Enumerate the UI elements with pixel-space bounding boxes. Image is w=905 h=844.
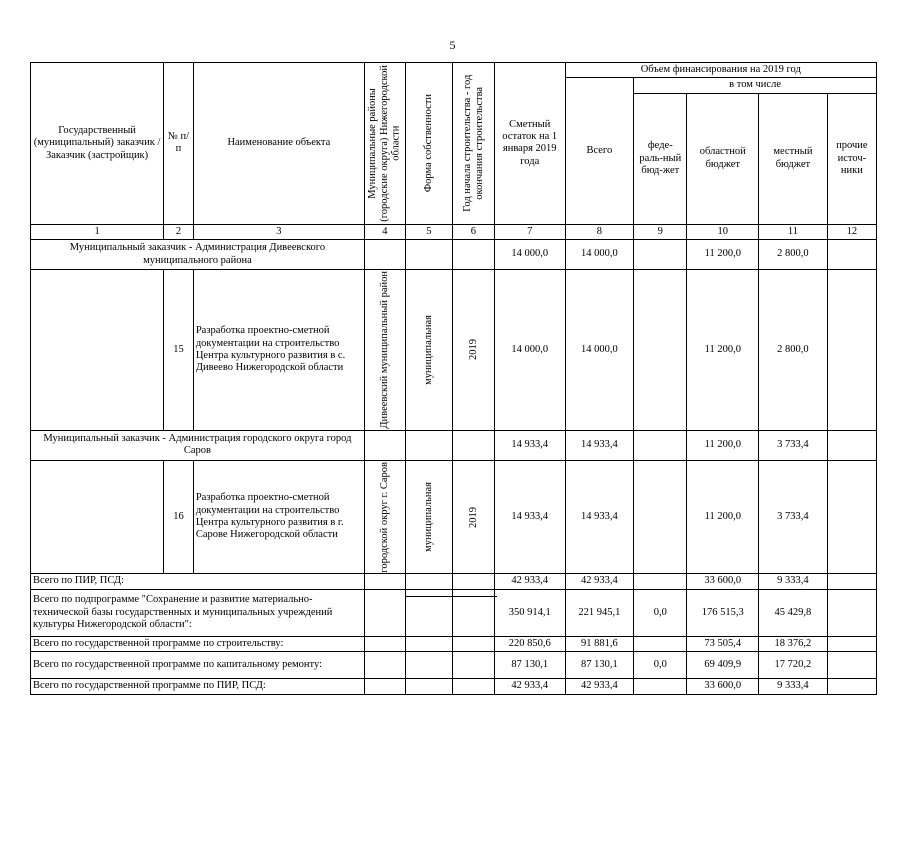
federal-value xyxy=(634,574,687,589)
customer-row xyxy=(31,430,877,460)
regional-value: 11 200,0 xyxy=(687,270,759,431)
local-value: 9 333,4 xyxy=(759,679,828,694)
local-value: 3 733,4 xyxy=(759,460,828,574)
estimated-balance-value: 42 933,4 xyxy=(494,679,565,694)
object-row xyxy=(31,270,877,431)
regional-value: 33 600,0 xyxy=(687,679,759,694)
header-local: местный бюджет xyxy=(759,93,828,224)
summary-label: Всего по ПИР, ПСД: xyxy=(31,574,365,589)
federal-value xyxy=(634,636,687,651)
column-index: 4 xyxy=(364,224,405,239)
summary-label: Всего по государственной программе по ПИР, ПСД: xyxy=(31,679,365,694)
local-value: 2 800,0 xyxy=(759,240,828,270)
summary-label: Всего по государственной программе по капитальному ремонту: xyxy=(31,652,365,679)
total-value: 14 933,4 xyxy=(565,460,634,574)
object-ownership-cell xyxy=(405,460,452,574)
estimated-balance-value: 14 000,0 xyxy=(494,270,565,431)
federal-value xyxy=(634,430,687,460)
regional-value: 73 505,4 xyxy=(687,636,759,651)
other-value xyxy=(827,430,876,460)
regional-value: 33 600,0 xyxy=(687,574,759,589)
customer-row xyxy=(31,240,877,270)
column-index: 2 xyxy=(164,224,194,239)
summary-label: Всего по подпрограмме "Сохранение и развитие материально-технической базы государственных и муниципальных учреждений культуры Нижегородской области": xyxy=(31,589,365,636)
estimated-balance-value: 220 850,6 xyxy=(494,636,565,651)
header-object-name: Наименование объекта xyxy=(193,63,364,225)
header-districts-cell xyxy=(364,63,405,225)
header-regional: областной бюджет xyxy=(687,93,759,224)
estimated-balance-value: 14 000,0 xyxy=(494,240,565,270)
local-value: 45 429,8 xyxy=(759,589,828,636)
column-index: 3 xyxy=(193,224,364,239)
estimated-balance-value: 14 933,4 xyxy=(494,430,565,460)
total-value: 14 000,0 xyxy=(565,270,634,431)
column-index: 8 xyxy=(565,224,634,239)
object-district: Дивеевский муниципальный район xyxy=(378,271,390,429)
object-district-cell xyxy=(364,460,405,574)
local-value: 17 720,2 xyxy=(759,652,828,679)
header-districts: Муниципальные районы (городские округа) Нижегородской области xyxy=(367,65,402,222)
regional-value: 69 409,9 xyxy=(687,652,759,679)
other-value xyxy=(827,270,876,431)
header-num: № п/п xyxy=(164,63,194,225)
object-name: Разработка проектно-сметной документации на строительство Центра культурного развития в г. Сарове Нижегородской области xyxy=(193,460,364,574)
local-value: 18 376,2 xyxy=(759,636,828,651)
total-value: 42 933,4 xyxy=(565,679,634,694)
column-index: 10 xyxy=(687,224,759,239)
object-number: 15 xyxy=(164,270,194,431)
header-total: Всего xyxy=(565,78,634,224)
federal-value xyxy=(634,679,687,694)
total-value: 14 000,0 xyxy=(565,240,634,270)
header-other: прочие источ-ники xyxy=(827,93,876,224)
column-index: 6 xyxy=(452,224,494,239)
other-value xyxy=(827,574,876,589)
total-value: 91 881,6 xyxy=(565,636,634,651)
federal-value: 0,0 xyxy=(634,652,687,679)
estimated-balance-value: 87 130,1 xyxy=(494,652,565,679)
header-funding-volume: Объем финансирования на 2019 год xyxy=(565,63,876,78)
total-value: 221 945,1 xyxy=(565,589,634,636)
other-value xyxy=(827,460,876,574)
header-ownership: Форма собственности xyxy=(422,94,434,193)
header-estimated-balance: Сметный остаток на 1 января 2019 года xyxy=(494,63,565,225)
object-ownership: муниципальная xyxy=(422,482,434,553)
object-district-cell xyxy=(364,270,405,431)
estimated-balance-value: 350 914,1 xyxy=(494,589,565,636)
summary-row xyxy=(31,652,877,679)
regional-value: 176 515,3 xyxy=(687,589,759,636)
total-value: 14 933,4 xyxy=(565,430,634,460)
column-index: 11 xyxy=(759,224,828,239)
object-year: 2019 xyxy=(467,339,479,361)
local-value: 9 333,4 xyxy=(759,574,828,589)
object-ownership: муниципальная xyxy=(422,314,434,385)
header-customer: Государственный (муниципальный) заказчик / Заказчик (застройщик) xyxy=(31,63,164,225)
federal-value: 0,0 xyxy=(634,589,687,636)
other-value xyxy=(827,589,876,636)
federal-value xyxy=(634,240,687,270)
column-index: 7 xyxy=(494,224,565,239)
total-value: 87 130,1 xyxy=(565,652,634,679)
column-index: 5 xyxy=(405,224,452,239)
column-index: 9 xyxy=(634,224,687,239)
estimated-balance-value: 42 933,4 xyxy=(494,574,565,589)
other-value xyxy=(827,240,876,270)
object-number: 16 xyxy=(164,460,194,574)
regional-value: 11 200,0 xyxy=(687,240,759,270)
local-value: 2 800,0 xyxy=(759,270,828,431)
header-ownership-cell xyxy=(405,63,452,225)
total-value: 42 933,4 xyxy=(565,574,634,589)
federal-value xyxy=(634,460,687,574)
header-including: в том числе xyxy=(634,78,877,93)
object-year: 2019 xyxy=(467,506,479,528)
regional-value: 11 200,0 xyxy=(687,430,759,460)
header-federal: феде-раль-ный бюд-жет xyxy=(634,93,687,224)
summary-row xyxy=(31,679,877,694)
object-year-cell xyxy=(452,460,494,574)
regional-value: 11 200,0 xyxy=(687,460,759,574)
header-years-cell xyxy=(452,63,494,225)
local-value: 3 733,4 xyxy=(759,430,828,460)
column-index: 12 xyxy=(827,224,876,239)
other-value xyxy=(827,652,876,679)
customer-label: Муниципальный заказчик - Администрация городского округа город Саров xyxy=(31,430,365,460)
other-value xyxy=(827,636,876,651)
summary-row xyxy=(31,636,877,651)
estimated-balance-value: 14 933,4 xyxy=(494,460,565,574)
object-name: Разработка проектно-сметной документации на строительство Центра культурного развития в с. Дивеево Нижегородской области xyxy=(193,270,364,431)
summary-label: Всего по государственной программе по строительству: xyxy=(31,636,365,651)
object-ownership-cell xyxy=(405,270,452,431)
other-value xyxy=(827,679,876,694)
object-year-cell xyxy=(452,270,494,431)
customer-label: Муниципальный заказчик - Администрация Дивеевского муниципального района xyxy=(31,240,365,270)
summary-row xyxy=(31,574,877,589)
footer-separator-line xyxy=(405,596,497,597)
page-number: 5 xyxy=(449,38,456,52)
object-row xyxy=(31,460,877,574)
header-row-1 xyxy=(31,63,877,78)
column-index-row xyxy=(31,224,877,239)
financing-table xyxy=(30,62,877,695)
header-years: Год начала строительства - год окончания строительства xyxy=(461,74,485,212)
object-district: городской округ г. Саров xyxy=(378,461,390,573)
column-index: 1 xyxy=(31,224,164,239)
federal-value xyxy=(634,270,687,431)
